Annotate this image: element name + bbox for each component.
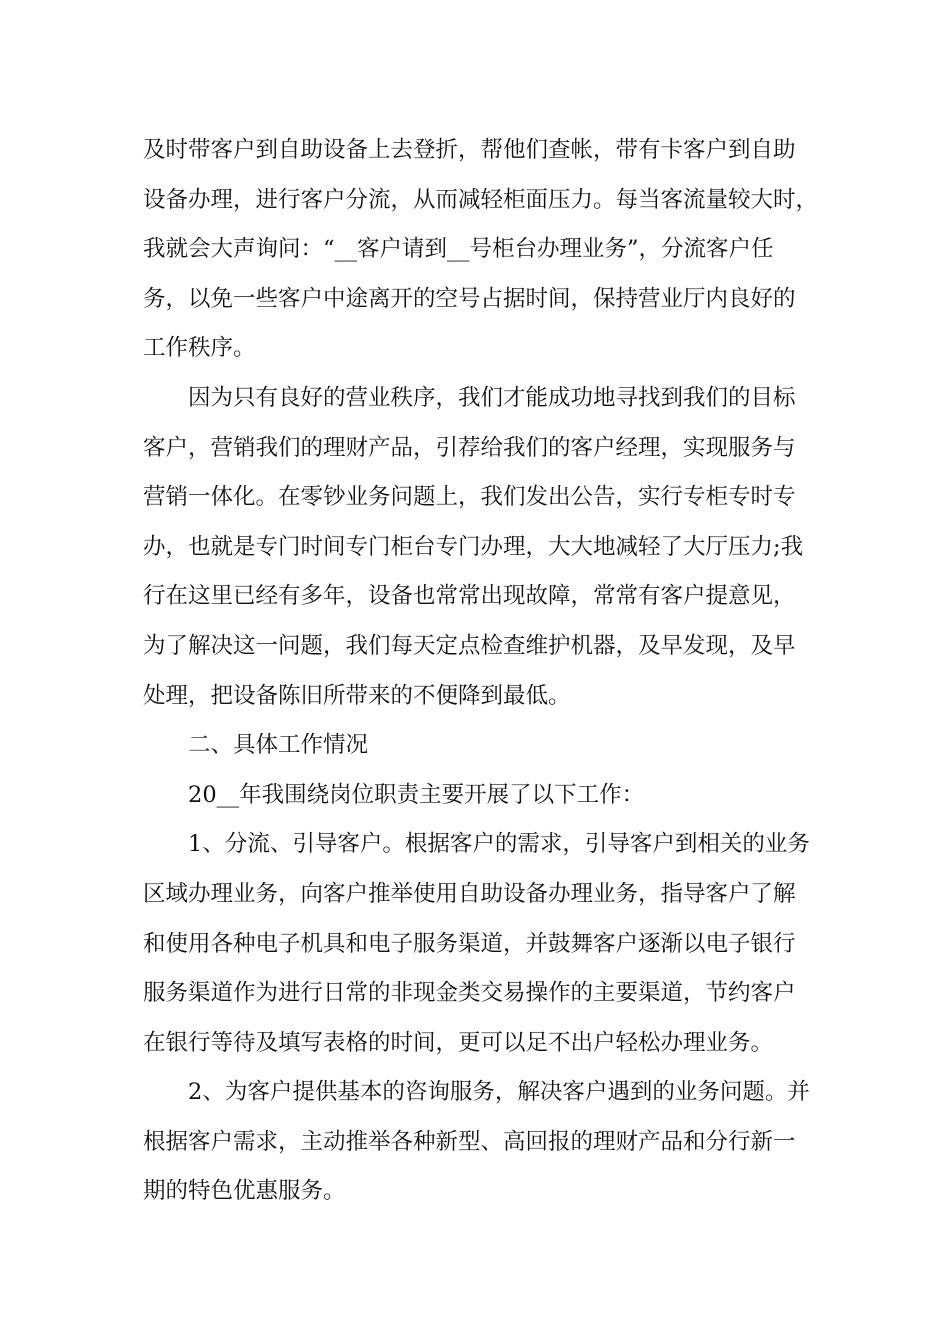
text-line: 因为只有良好的营业秩序，我们才能成功地寻找到我们的目标 <box>188 384 796 411</box>
text-line: 及时带客户到自助设备上去登折，帮他们查帐，带有卡客户到自助 <box>143 137 796 163</box>
text-line: 期的特色优惠服务。 <box>143 1178 346 1205</box>
text-line: 和使用各种电子机具和电子服务渠道，并鼓舞客户逐渐以电子银行 <box>143 930 796 957</box>
text-line: 20__年我围绕岗位职责主要开展了以下工作： <box>188 781 645 808</box>
text-line: 根据客户需求，主动推举各种新型、高回报的理财产品和分行新一 <box>143 1128 796 1155</box>
text-line: 在银行等待及填写表格的时间，更可以足不出户轻松办理业务。 <box>143 1029 774 1056</box>
text-line: 区域办理业务，向客户推举使用自助设备办理业务，指导客户了解 <box>143 880 796 907</box>
text-line: 2、为客户提供基本的咨询服务，解决客户遇到的业务问题。并 <box>188 1079 810 1106</box>
text-line: 服务渠道作为进行日常的非现金类交易操作的主要渠道，节约客户 <box>143 980 796 1007</box>
text-line: 务，以免一些客户中途离开的空号占据时间，保持营业厅内良好的 <box>143 285 796 312</box>
text-line: 办，也就是专门时间专门柜台专门办理，大大地减轻了大厅压力;我 <box>143 533 804 560</box>
text-line: 客户，营销我们的理财产品，引荐给我们的客户经理，实现服务与 <box>143 434 796 461</box>
body-text <box>143 126 819 1217</box>
text-line: 行在这里已经有多年，设备也常常出现故障，常常有客户提意见， <box>143 583 796 610</box>
text-line: 1、分流、引导客户。根据客户的需求，引导客户到相关的业务 <box>188 831 810 858</box>
text-line: 营销一体化。在零钞业务问题上，我们发出公告，实行专柜专时专 <box>143 484 796 511</box>
text-line: 设备办理，进行客户分流，从而减轻柜面压力。每当客流量较大时， <box>143 186 819 213</box>
section-heading: 二、具体工作情况 <box>188 732 369 759</box>
text-line: 工作秩序。 <box>143 335 256 362</box>
text-line: 处理，把设备陈旧所带来的不便降到最低。 <box>143 682 571 709</box>
text-line: 我就会大声询问：“__客户请到__号柜台办理业务”，分流客户任 <box>143 236 774 263</box>
text-line: 为了解决这一问题，我们每天定点检查维护机器，及早发现，及早 <box>143 632 796 659</box>
